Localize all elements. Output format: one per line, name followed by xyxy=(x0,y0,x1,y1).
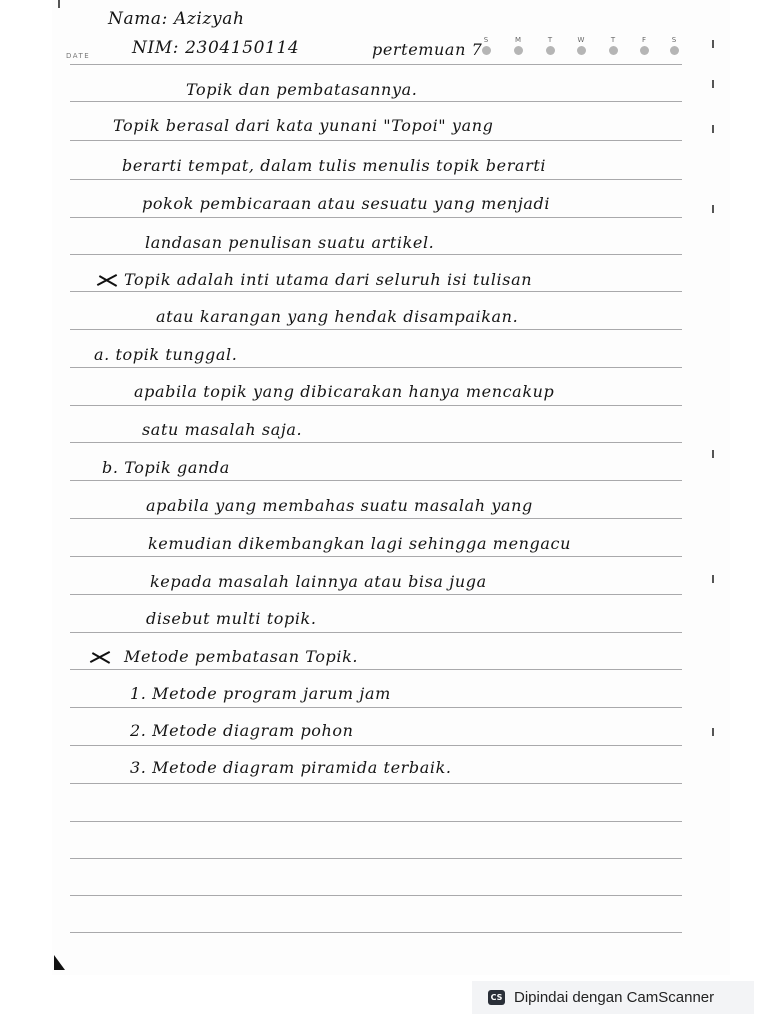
edge-mark xyxy=(712,205,714,213)
ruled-line xyxy=(70,594,682,595)
list-heading: b. Topik ganda xyxy=(102,458,230,477)
ruled-line xyxy=(70,442,682,443)
edge-mark xyxy=(712,80,714,88)
ruled-line xyxy=(70,707,682,708)
note-line: kemudian dikembangkan lagi sehingga mengacu xyxy=(148,534,571,553)
ruled-line xyxy=(70,480,682,481)
note-line: apabila yang membahas suatu masalah yang xyxy=(146,496,533,515)
note-line: kepada masalah lainnya atau bisa juga xyxy=(150,572,487,591)
ruled-line xyxy=(70,745,682,746)
weekday-dot: S xyxy=(668,36,680,55)
ruled-line xyxy=(70,217,682,218)
ruled-line xyxy=(70,556,682,557)
student-name: Nama: Azizyah xyxy=(108,9,245,29)
corner-mark-icon xyxy=(54,955,65,970)
notebook-page xyxy=(52,0,730,975)
student-id: NIM: 2304150114 xyxy=(132,38,300,58)
list-heading: a. topik tunggal. xyxy=(94,345,238,364)
note-line: 1. Metode program jarum jam xyxy=(130,684,391,703)
note-line: satu masalah saja. xyxy=(142,420,303,439)
note-line: atau karangan yang hendak disampaikan. xyxy=(156,307,519,326)
ruled-line xyxy=(70,101,682,102)
ruled-line xyxy=(70,179,682,180)
ruled-line xyxy=(70,64,682,65)
ruled-line xyxy=(70,291,682,292)
weekday-dot: M xyxy=(512,36,524,55)
ruled-line xyxy=(70,405,682,406)
scanner-watermark xyxy=(472,981,754,1014)
note-line: pokok pembicaraan atau sesuatu yang menjadi xyxy=(142,194,551,213)
note-line: berarti tempat, dalam tulis menulis topik berarti xyxy=(122,156,547,175)
ruled-line xyxy=(70,140,682,141)
ruled-line xyxy=(70,932,682,933)
edge-mark xyxy=(58,0,60,8)
weekday-dot: T xyxy=(544,36,556,55)
edge-mark xyxy=(712,450,714,458)
weekday-dots xyxy=(478,36,678,60)
edge-mark xyxy=(712,125,714,133)
note-line: 2. Metode diagram pohon xyxy=(130,721,354,740)
ruled-line xyxy=(70,783,682,784)
scanner-watermark-text: Dipindai dengan CamScanner xyxy=(514,989,715,1006)
date-label: DATE xyxy=(66,52,91,60)
ruled-line xyxy=(70,329,682,330)
ruled-line xyxy=(70,895,682,896)
weekday-dot: S xyxy=(480,36,492,55)
edge-mark xyxy=(712,40,714,48)
note-line: landasan penulisan suatu artikel. xyxy=(145,233,435,252)
note-line: disebut multi topik. xyxy=(146,609,317,628)
camscanner-logo-icon: CS xyxy=(488,990,505,1005)
note-line: 3. Metode diagram piramida terbaik. xyxy=(130,758,452,777)
ruled-line xyxy=(70,367,682,368)
edge-mark xyxy=(712,575,714,583)
note-line: apabila topik yang dibicarakan hanya mencakup xyxy=(134,382,555,401)
edge-mark xyxy=(712,728,714,736)
weekday-dot: W xyxy=(575,36,587,55)
ruled-line xyxy=(70,632,682,633)
ruled-line xyxy=(70,254,682,255)
ruled-line xyxy=(70,858,682,859)
ruled-line xyxy=(70,821,682,822)
weekday-dot: T xyxy=(607,36,619,55)
meeting-number: pertemuan 7 xyxy=(372,40,483,59)
topic-heading: Topik dan pembatasannya. xyxy=(186,80,418,99)
ruled-line xyxy=(70,669,682,670)
note-line: Topik adalah inti utama dari seluruh isi tulisan xyxy=(124,270,533,289)
ruled-line xyxy=(70,518,682,519)
weekday-dot: F xyxy=(638,36,650,55)
list-heading: Metode pembatasan Topik. xyxy=(124,647,359,666)
note-line: Topik berasal dari kata yunani "Topoi" yang xyxy=(113,116,494,135)
